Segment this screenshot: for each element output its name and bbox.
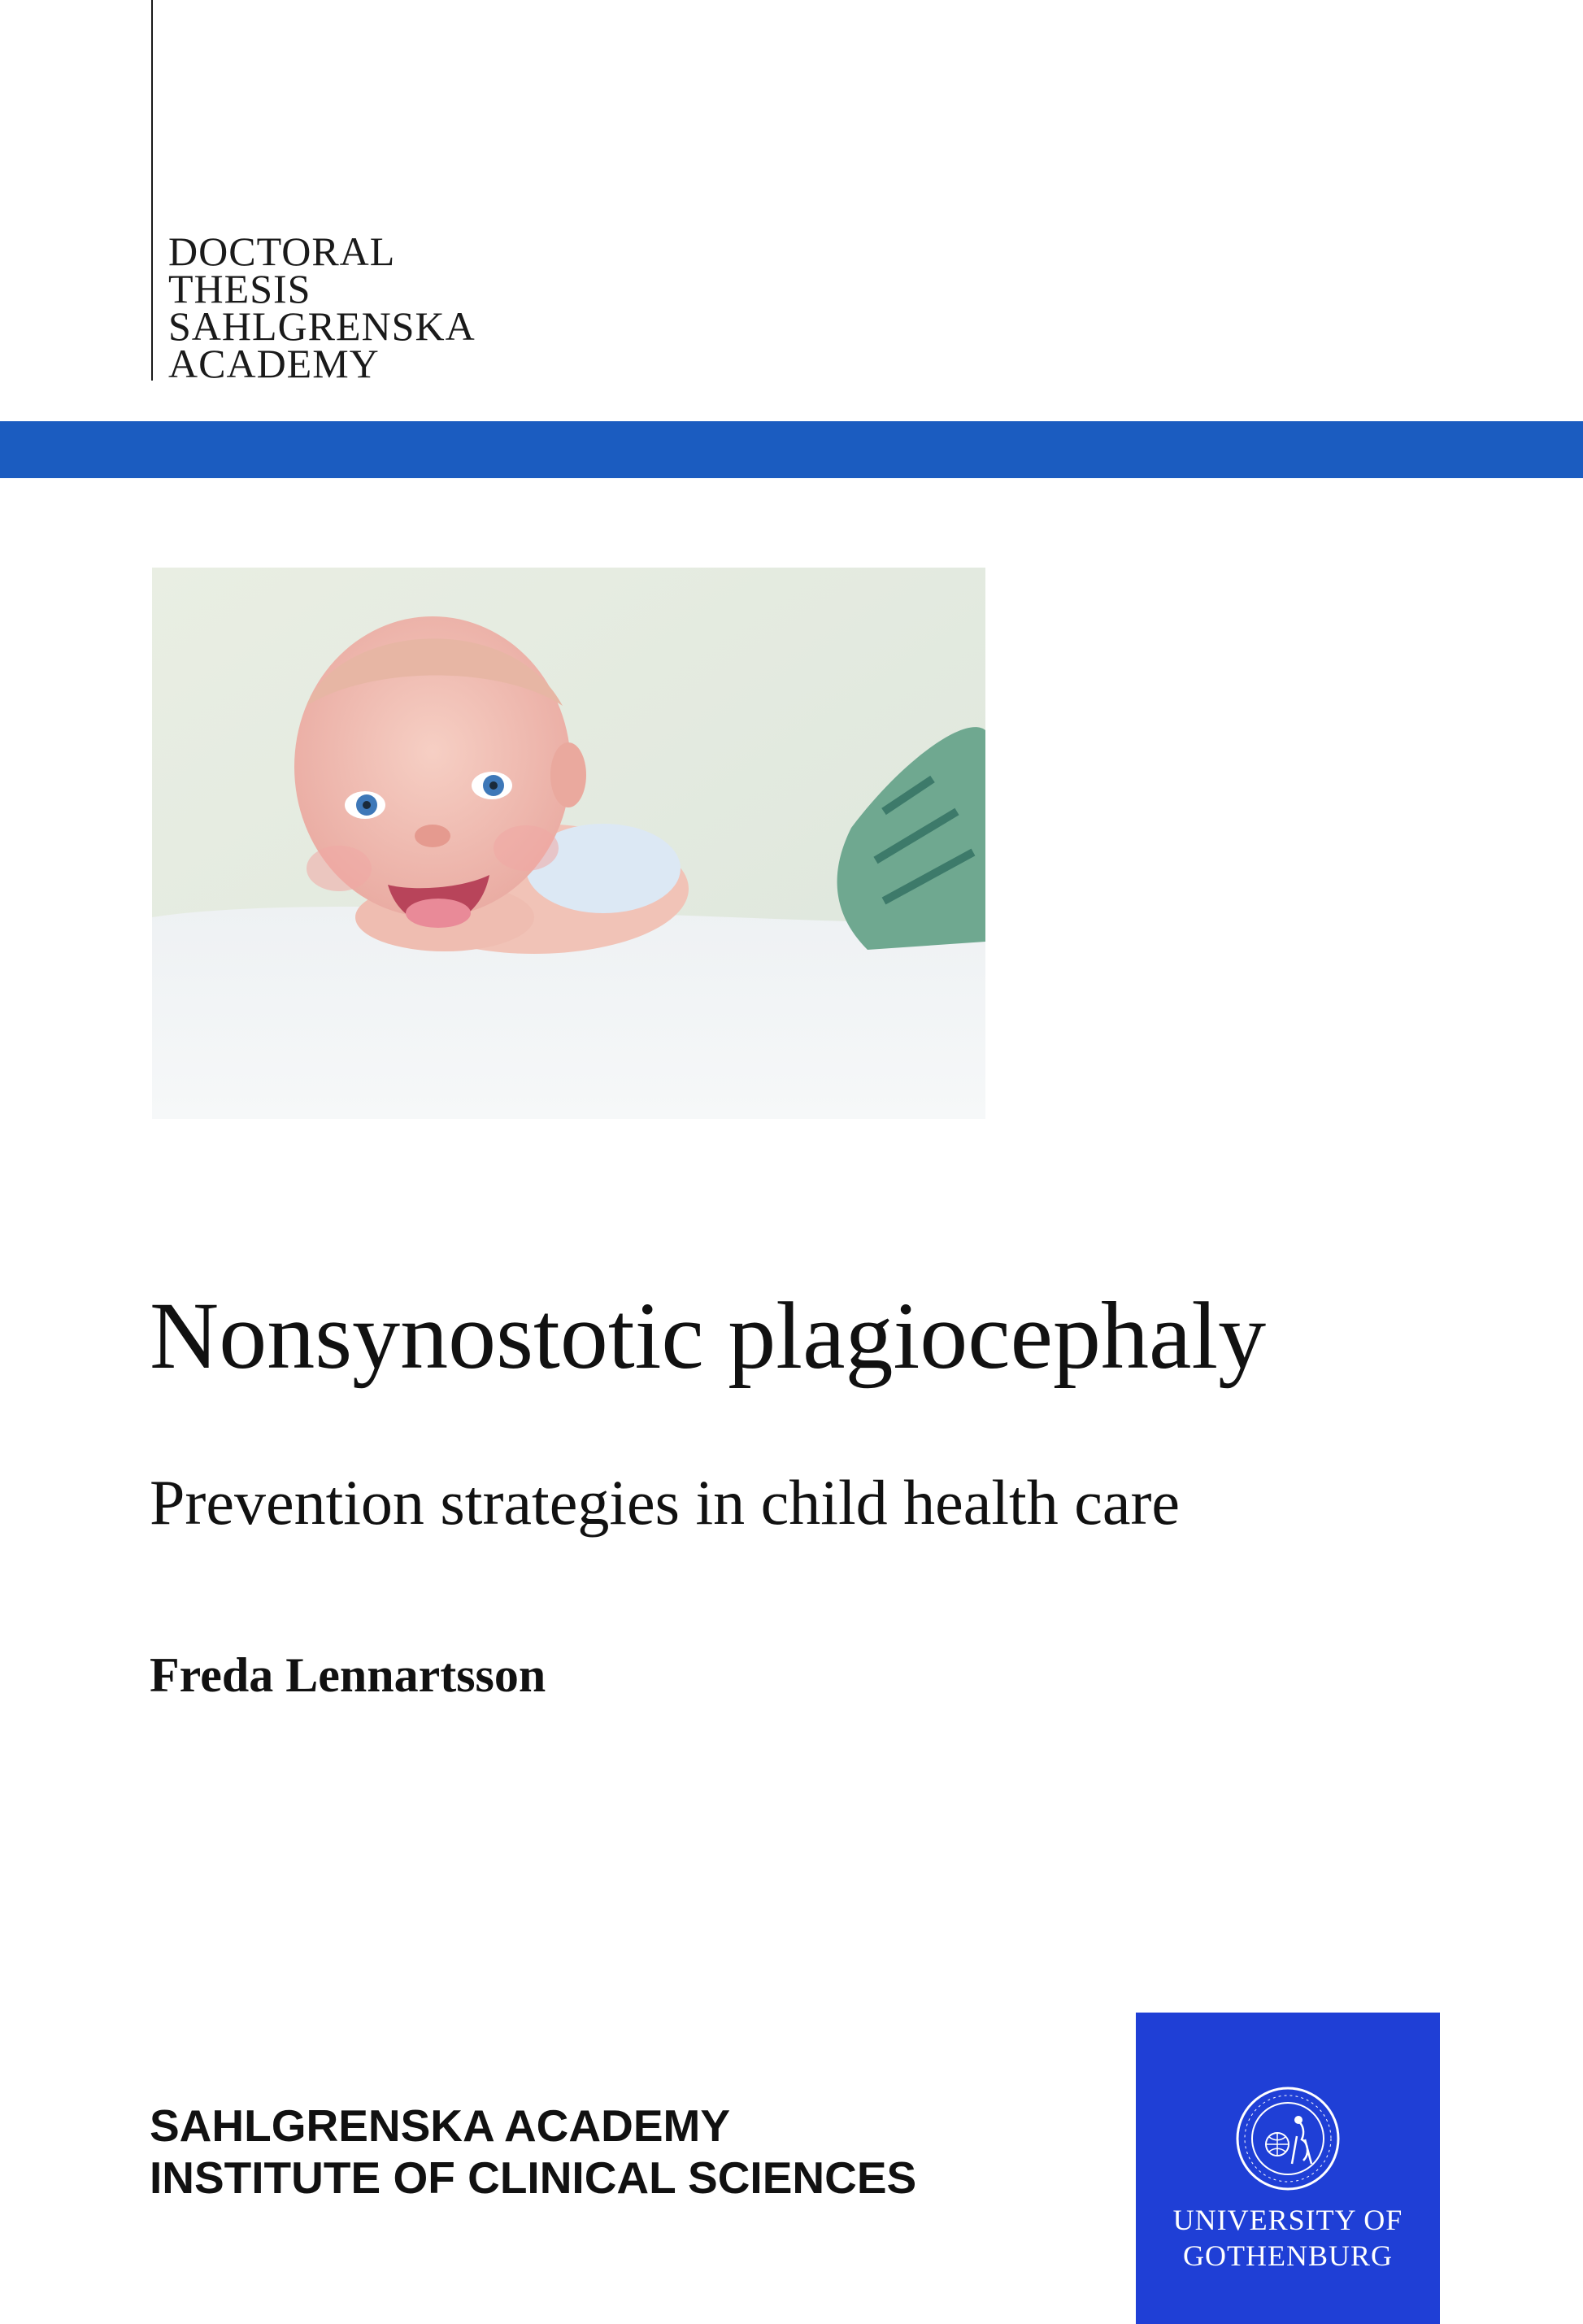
blue-band [0,421,1583,478]
series-line: THESIS [168,266,311,311]
series-line: DOCTORAL [168,228,396,274]
thesis-title: Nonsynostotic plagiocephaly [150,1282,1267,1389]
thesis-subtitle: Prevention strategies in child health care [150,1467,1181,1538]
university-name-line: UNIVERSITY OF [1172,2204,1403,2236]
series-vertical-rule [151,0,153,381]
university-logo [1136,2013,1440,2324]
cover-photo [152,568,985,1119]
author-name: Freda Lennartsson [150,1648,546,1702]
institution-line: INSTITUTE OF CLINICAL SCIENCES [150,2152,917,2203]
institution-line: SAHLGRENSKA ACADEMY [150,2100,731,2151]
university-name-line: GOTHENBURG [1183,2239,1393,2272]
university-seal-icon [1235,2086,1341,2191]
series-line: SAHLGRENSKA [168,303,476,349]
baby-photo-icon [152,568,985,1119]
series-line: ACADEMY [168,341,380,386]
series-label [168,228,476,386]
university-name [1136,2202,1440,2274]
institution-block [150,2100,916,2204]
